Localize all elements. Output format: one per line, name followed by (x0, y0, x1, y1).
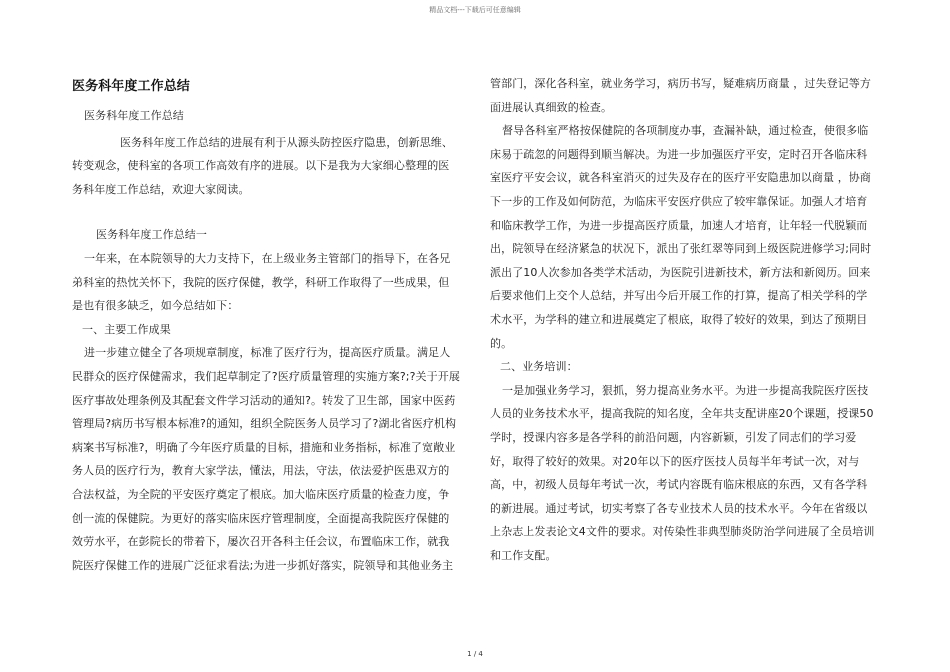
intro-paragraph: 医务科年度工作总结的进展有利于从源头防控医疗隐患，创新思维、转变观念，使科室的各项工作高效有序的进展。以下是我为大家细心整理的医务科年度工作总结，欢迎大家阅读。 (72, 135, 453, 196)
page-number: 1 / 4 (467, 650, 483, 658)
paragraph: 管部门，深化各科室，就业务学习，病历书写，疑难病历商量 ，过失登记等方面进展认真细致的检查。 (490, 77, 871, 114)
heading-main-results: 一、主要工作成果 (82, 322, 171, 336)
document-title: 医务科年度工作总结 (72, 79, 190, 94)
section-title: 医务科年度工作总结一 (96, 228, 207, 242)
paragraph: 一是加强业务学习，狠抓，努力提高业务水平。为进一步提高我院医疗医技人员的业务技术水平，提高我院的知名度，全年共支配讲座20个课题，授课50学时，授课内容多是各学科的前沿问题，内容新颖，引发了同志们的学习爱好，取得了较好的效果。对20年以下的医疗医技人员每半年考试一次，对与高，中，初级人员每年考试一次，考试内容既有临床根底的东西，又有各学科的新进展。通过考试，切实考察了各专业技术人员的技术水平。今年在省级以上杂志上发表论文4文件的要求。对传染性非典型肺炎防治学问进展了全员培训和工作支配。 (490, 383, 875, 562)
paragraph: 一年来，在本院领导的大力支持下，在上级业务主管部门的指导下，在各兄弟科室的热忱关怀下，我院的医疗保健，教学，科研工作取得了一些成果，但是也有很多缺乏，如今总结如下： (72, 251, 451, 313)
heading-training: 二、业务培训： (500, 360, 578, 374)
page-header: 精品文档---下载后可任意编辑 (429, 6, 521, 14)
document-subtitle: 医务科年度工作总结 (84, 109, 184, 122)
paragraph: 督导各科室严格按保健院的各项制度办事，查漏补缺，通过检查，使很多临床易于疏忽的问题得到顺当解决。为进一步加强医疗平安，定时召开各临床科室医疗平安会议，就各科室消灭的过失及存在的医疗平安隐患加以商量 ，协商 下一步的工作及如何防范，为临床平安医疗供应了较牢靠保证。加强人才培育和临床教学工作，为进一步提高医疗质量，加速人才培育，让年轻一代脱颖而出，院领导在经济紧急的状况下，派出了张红翠等同到上级医院进修学习;同时派出了10人次参加各类学术活动，为医院引进新技术，新方法和新阅历。回来后要求他们上交个人总结，并写出今后开展工作的打算，提高了相关学科的学术水平，为学科的建立和进展奠定了根底，取得了较好的效果，到达了预期目的。 (490, 124, 872, 350)
right-column (490, 78, 878, 567)
paragraph: 进一步建立健全了各项规章制度，标准了医疗行为，提高医疗质量。满足人民群众的医疗保健需求，我们起草制定了?医疗质量管理的实施方案?;?关于开展医疗事故处理条例及其配套文件学习活动的通知?。转发了卫生部，国家中医药管理局?病历书写根本标准?的通知，组织全院医务人员学习了?湖北省医疗机构病案书写标准?，明确了今年医疗质量的目标，措施和业务指标，标准了宽敞业务人员的医疗行为，教育大家学法，懂法，用法，守法，依法爱护医患双方的合法权益，为全院的平安医疗奠定了根底。加大临床医疗质量的检查力度，争创一流的保健院。为更好的落实临床医疗管理制度，全面提高我院医疗保健的效劳水平，在彭院长的带着下，屡次召开各科主任会议，布置临床工作，就我院医疗保健工作的进展广泛征求看法;为进一步抓好落实，院领导和其他业务主 (72, 346, 460, 572)
left-column (72, 78, 460, 577)
